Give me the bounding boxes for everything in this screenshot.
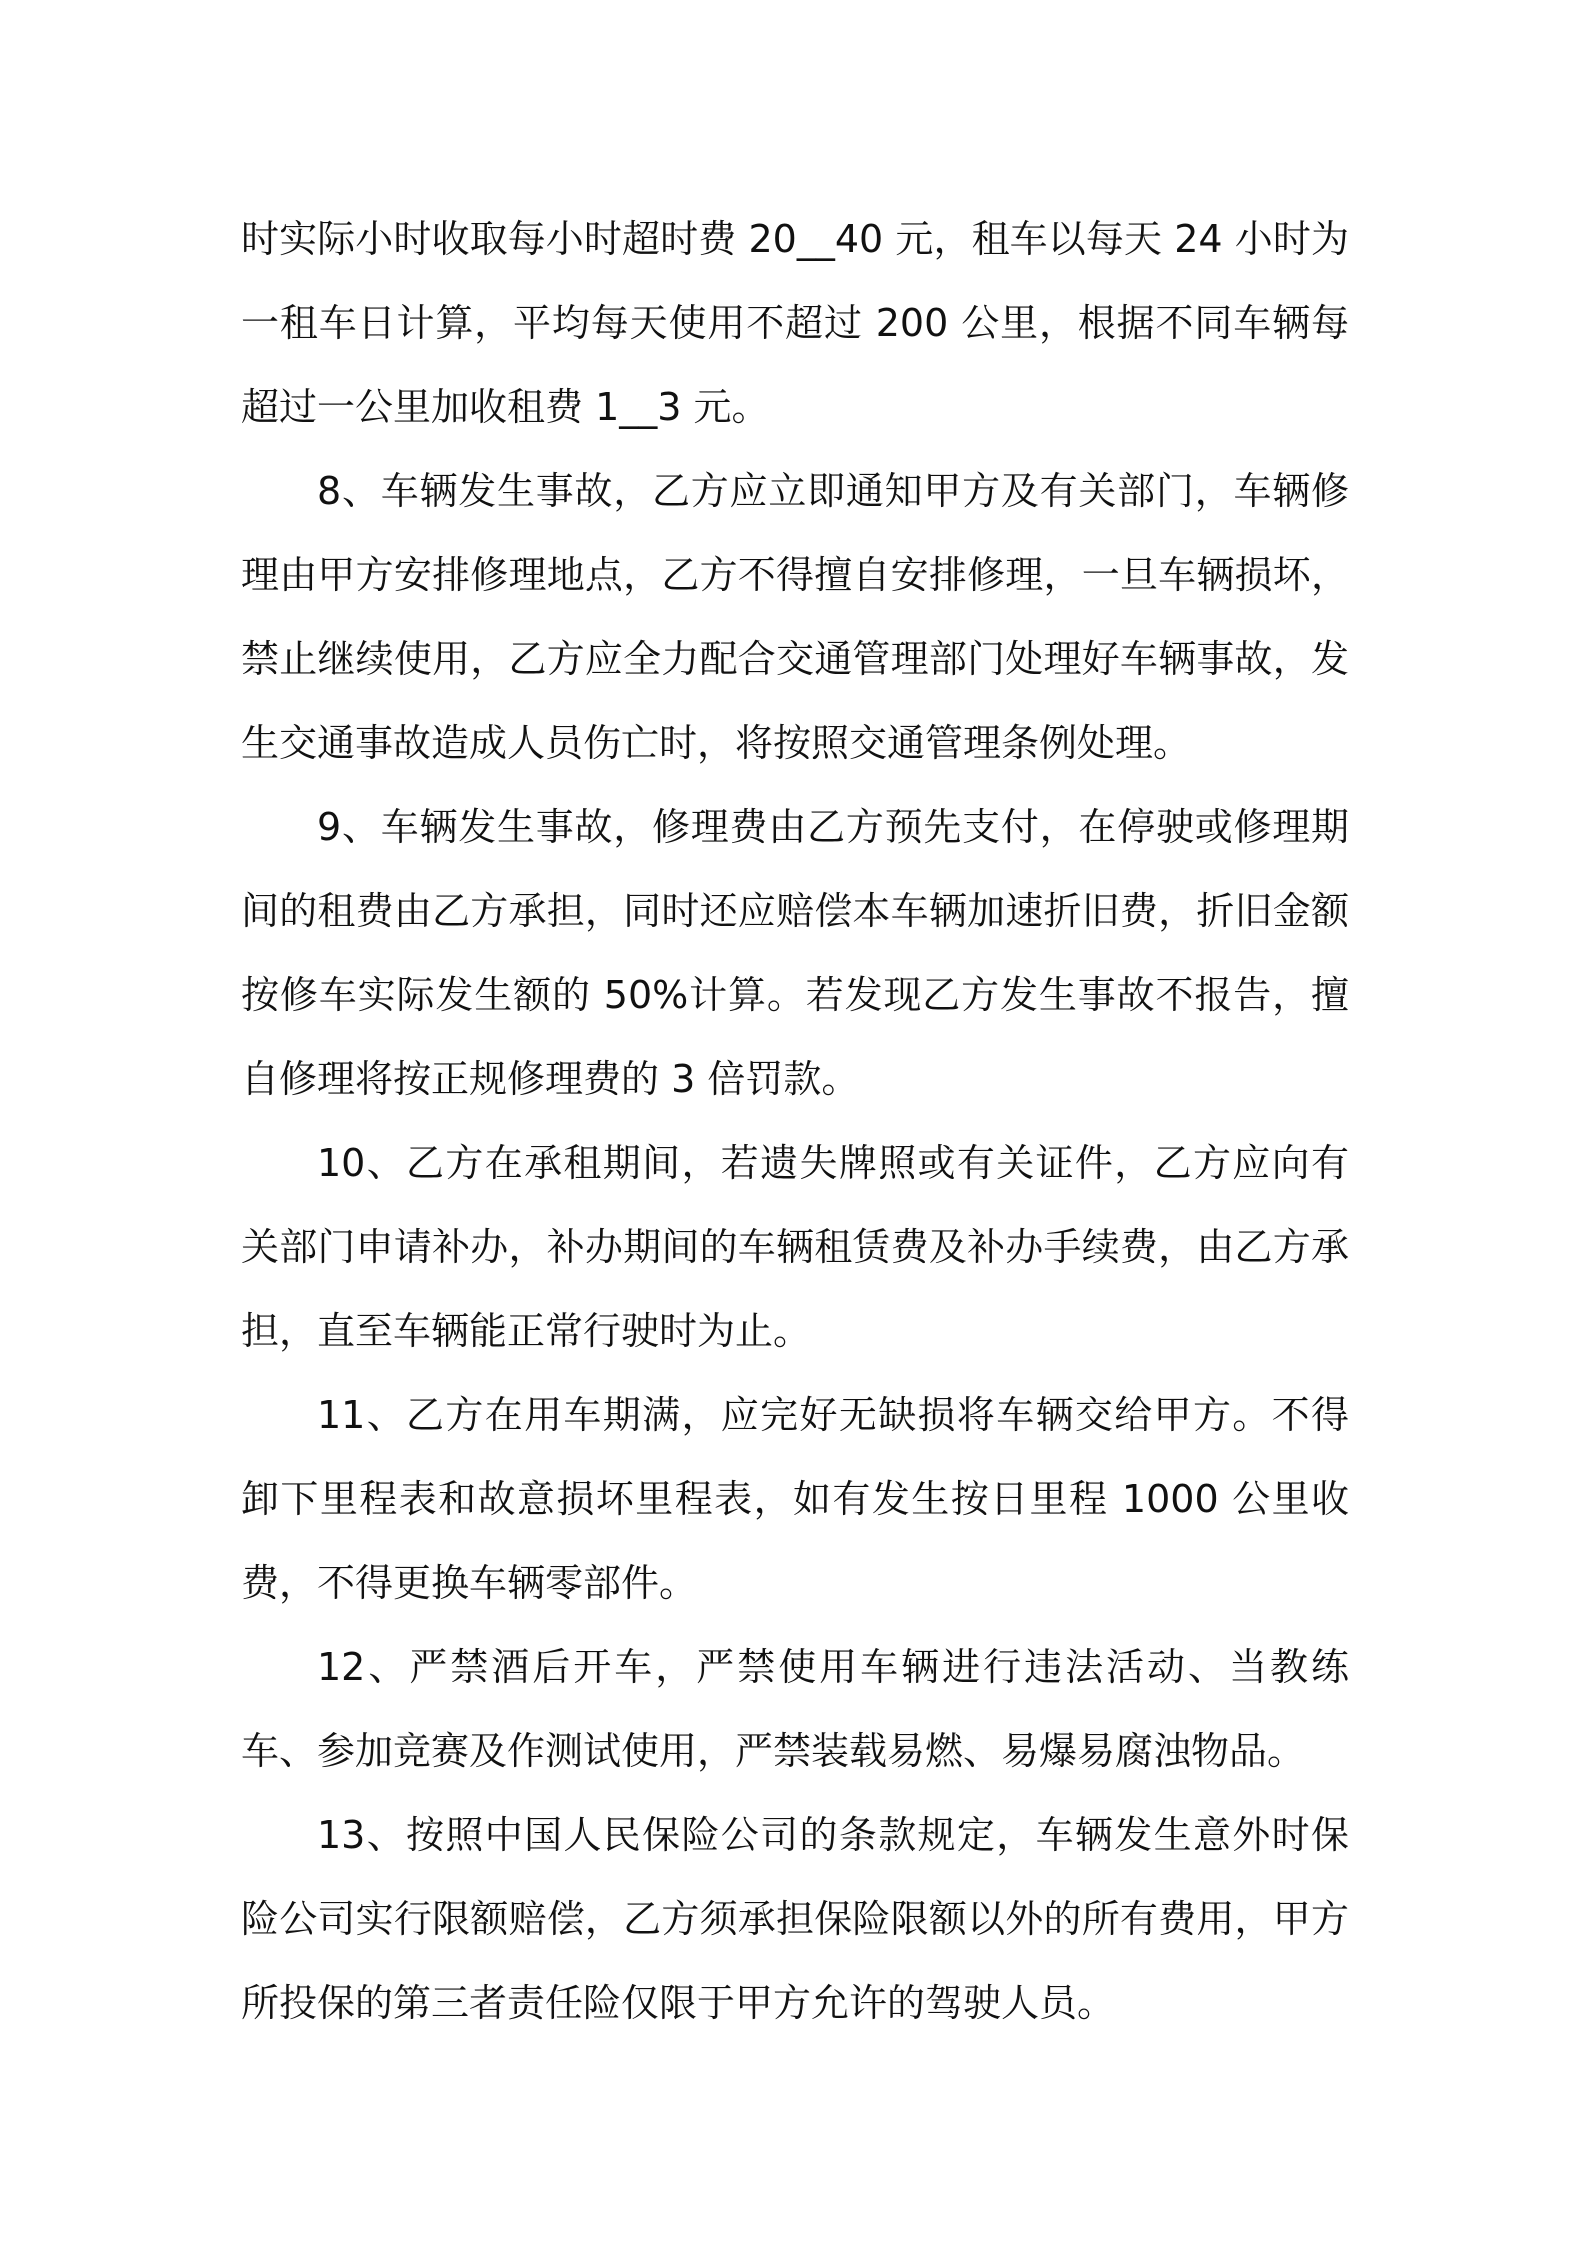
paragraph-continued: 时实际小时收取每小时超时费 20__40 元，租车以每天 24 小时为一租车日计算，平均每天使用不超过 200 公里，根据不同车辆每超过一公里加收租费 1__3 元。 <box>241 217 1349 429</box>
clause-9: 9、车辆发生事故，修理费由乙方预先支付，在停驶或修理期间的租费由乙方承担，同时还应赔偿本车辆加速折旧费，折旧金额按修车实际发生额的 50%计算。若发现乙方发生事故不报告，擅自修理将按正规修理费的 3 倍罚款。 <box>241 805 1349 1101</box>
clause-10: 10、乙方在承租期间，若遗失牌照或有关证件，乙方应向有关部门申请补办，补办期间的车辆租赁费及补办手续费，由乙方承担，直至车辆能正常行驶时为止。 <box>241 1141 1349 1353</box>
clause-11: 11、乙方在用车期满，应完好无缺损将车辆交给甲方。不得卸下里程表和故意损坏里程表，如有发生按日里程 1000 公里收费，不得更换车辆零部件。 <box>241 1393 1349 1605</box>
clause-13: 13、按照中国人民保险公司的条款规定，车辆发生意外时保险公司实行限额赔偿，乙方须承担保险限额以外的所有费用，甲方所投保的第三者责任险仅限于甲方允许的驾驶人员。 <box>241 1813 1349 2025</box>
document-body <box>241 197 1349 2045</box>
clause-8: 8、车辆发生事故，乙方应立即通知甲方及有关部门，车辆修理由甲方安排修理地点，乙方不得擅自安排修理，一旦车辆损坏，禁止继续使用，乙方应全力配合交通管理部门处理好车辆事故，发生交通事故造成人员伤亡时，将按照交通管理条例处理。 <box>241 469 1349 765</box>
clause-12: 12、严禁酒后开车，严禁使用车辆进行违法活动、当教练车、参加竞赛及作测试使用，严禁装载易燃、易爆易腐浊物品。 <box>241 1645 1349 1773</box>
